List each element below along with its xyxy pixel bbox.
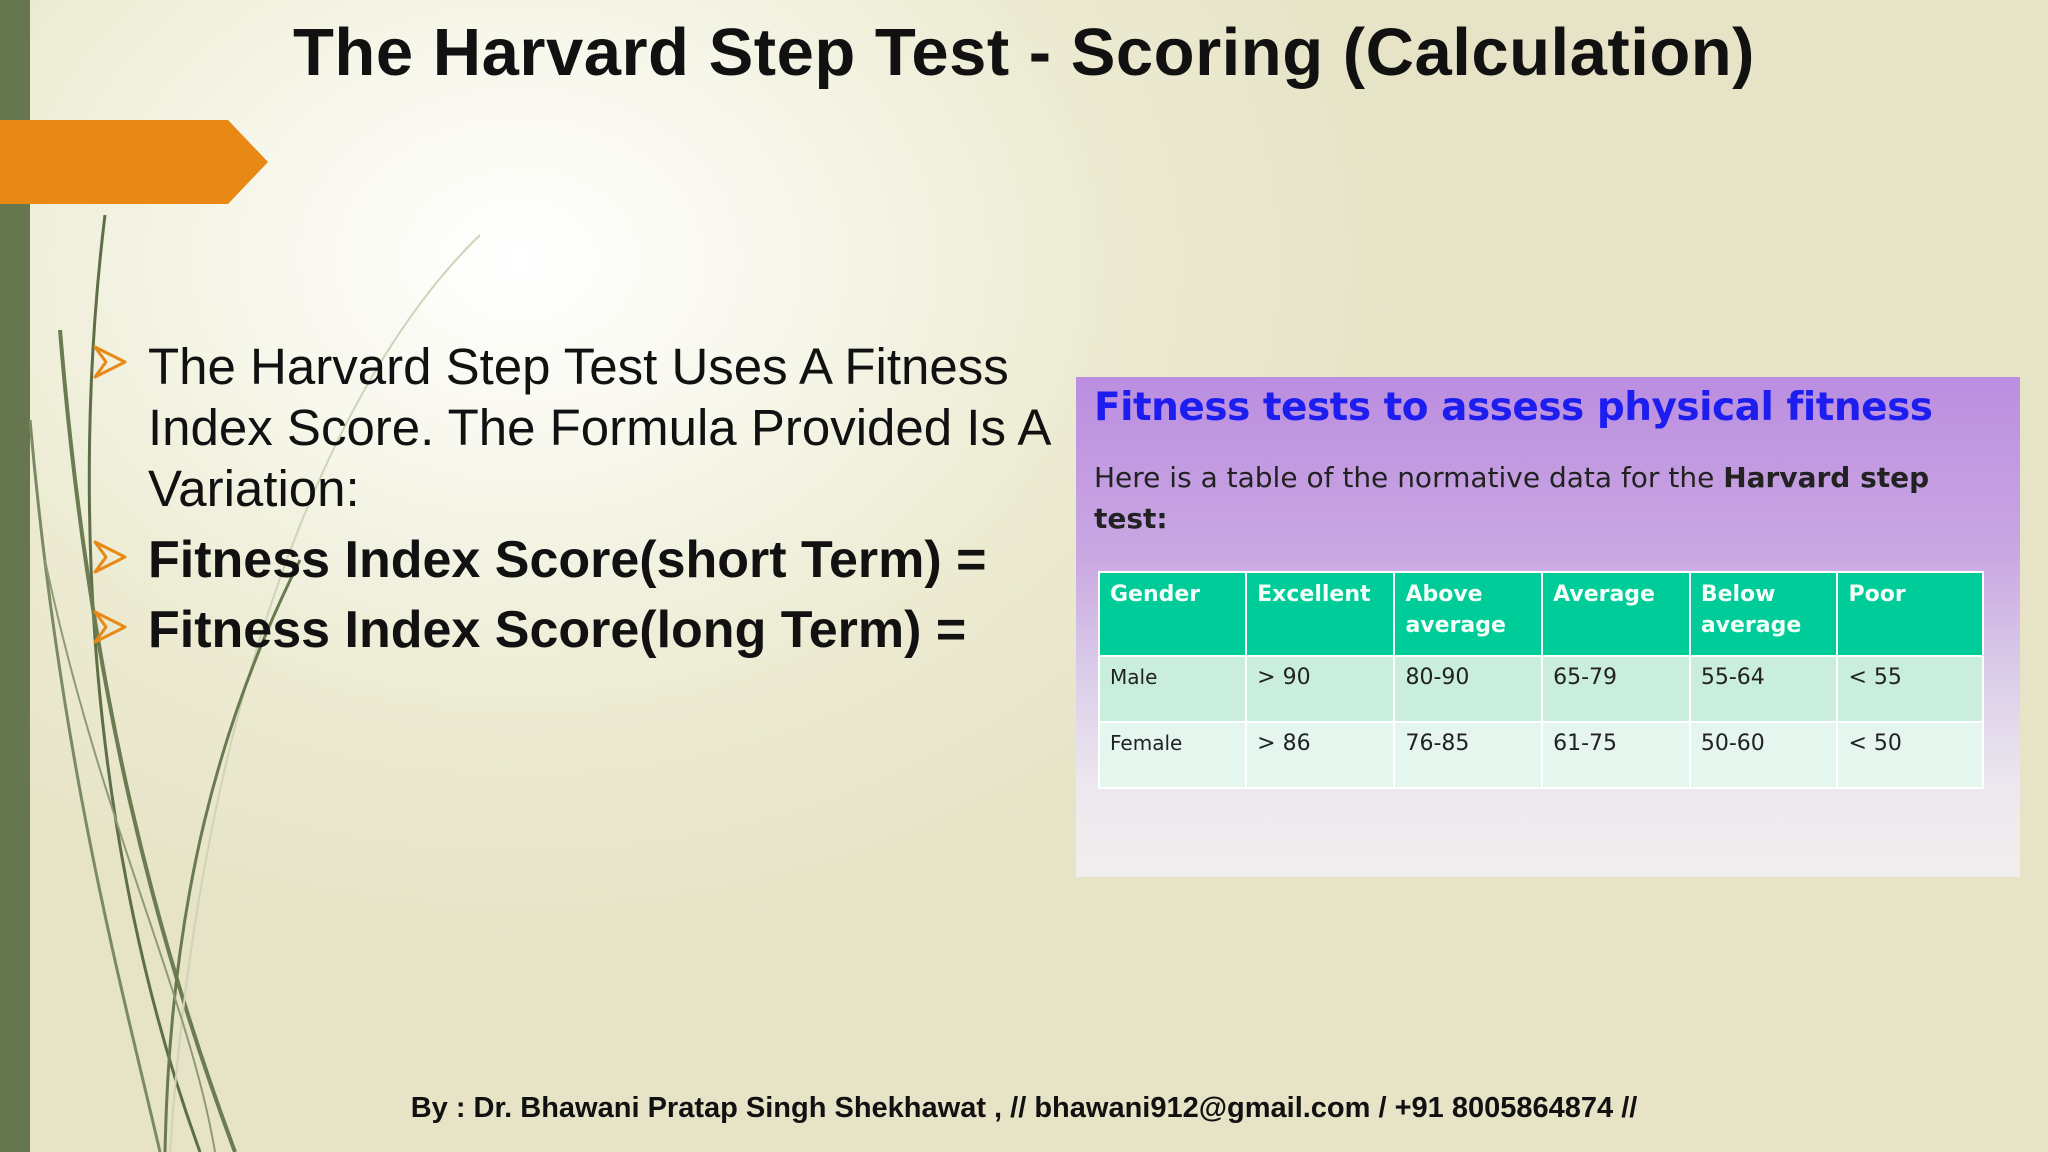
panel-description-bold: Harvard step test: xyxy=(1094,461,1930,535)
bullet-intro-text: The Harvard Step Test Uses A Fitness Index Score. The Formula Provided Is A Variation: xyxy=(148,338,1049,517)
table-row xyxy=(1099,722,1983,788)
table-cell: > 86 xyxy=(1246,722,1394,788)
header-excellent: Excellent xyxy=(1246,572,1394,656)
table-header-row xyxy=(1099,572,1983,656)
bullet-long-term xyxy=(92,597,1072,663)
table-cell: 61-75 xyxy=(1542,722,1690,788)
table-row xyxy=(1099,656,1983,722)
arrow-bullet-icon xyxy=(92,539,128,575)
table-cell: Female xyxy=(1099,722,1246,788)
table-cell: 65-79 xyxy=(1542,656,1690,722)
bullet-list xyxy=(92,336,1072,663)
bullet-short-term xyxy=(92,527,1072,593)
author-footer: By : Dr. Bhawani Pratap Singh Shekhawat , // bhawani912@gmail.com / +91 8005864874 // xyxy=(410,1092,1638,1124)
table-cell: 50-60 xyxy=(1690,722,1838,788)
bullet-long-term-text: Fitness Index Score(long Term) = xyxy=(148,601,967,659)
header-average: Average xyxy=(1542,572,1690,656)
table-cell: < 55 xyxy=(1837,656,1983,722)
table-cell: 80-90 xyxy=(1394,656,1542,722)
table-cell: 76-85 xyxy=(1394,722,1542,788)
normative-data-image xyxy=(1076,377,2020,877)
header-below-average: Below average xyxy=(1690,572,1838,656)
header-gender: Gender xyxy=(1099,572,1246,656)
panel-title: Fitness tests to assess physical fitness xyxy=(1094,385,1933,430)
table-cell: > 90 xyxy=(1246,656,1394,722)
bullet-intro xyxy=(92,336,1072,519)
panel-description xyxy=(1094,457,1954,539)
arrow-bullet-icon xyxy=(92,609,128,645)
orange-arrow-banner xyxy=(0,120,268,204)
table-cell: 55-64 xyxy=(1690,656,1838,722)
normative-table xyxy=(1098,571,1984,789)
bullet-short-term-text: Fitness Index Score(short Term) = xyxy=(148,531,987,589)
header-above-average: Above average xyxy=(1394,572,1542,656)
table-cell: < 50 xyxy=(1837,722,1983,788)
panel-description-text: Here is a table of the normative data for the xyxy=(1094,461,1724,494)
slide-title: The Harvard Step Test - Scoring (Calculation) xyxy=(293,15,1755,90)
header-poor: Poor xyxy=(1837,572,1983,656)
arrow-bullet-icon xyxy=(92,344,128,380)
table-cell: Male xyxy=(1099,656,1246,722)
